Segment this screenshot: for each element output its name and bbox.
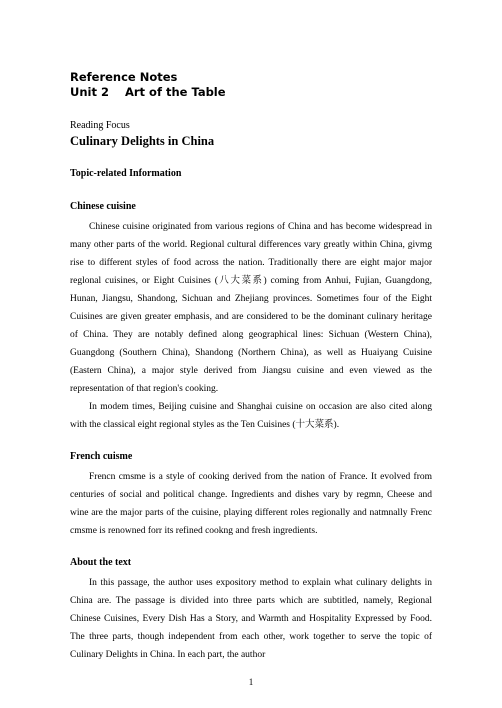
reading-focus-title: Culinary Delights in China: [70, 134, 215, 148]
paragraph: In this passage, the author uses expository method to explain what culinary delights in China are. The passage is divided into three parts which are subtitled, namely, Regional Chinese Cuisines, Every Dish Has a Story, and Warmth and Hospitality Expressed by Food. The three parts, though independent from each other, work together to serve the topic of Culinary Delights in China. In each part, the author: [70, 578, 432, 660]
page-content: [70, 70, 432, 664]
page-number: 1: [248, 677, 254, 687]
paragraph: In modem times, Beijing cuisine and Shanghai cuisine on occasion are also cited along with the classical eight regional styles as the Ten Cuisines (十大菜系).: [70, 402, 432, 430]
unit-title: Unit 2 Art of the Table: [70, 85, 226, 99]
section-about-text: [70, 556, 432, 664]
section-chinese-cuisine: [70, 200, 432, 434]
section-heading: About the text: [70, 557, 132, 568]
topic-heading: Topic-related Information: [70, 168, 182, 179]
paragraph: Frencn cmsme is a style of cooking derived from the nation of France. It evolved from centuries of social and political change. Ingredients and dishes vary by regmn, Cheese and wine are the major parts of the cuisine, playing different roles regionally and natmnally Frenc cmsme is renowned forr its refined cookng and fresh ingredients.: [70, 472, 432, 536]
section-heading: Chinese cuisine: [70, 201, 136, 212]
paragraph: Chinese cuisine originated from various regions of China and has become widespread in many other parts of the world. Regional cultural differences vary greatly within China, givmg rise to different styles of food across the nation. Traditionally there are eight major major reglonal cuisines, or Eight Cuisines (八大菜系) coming from Anhui, Fujian, Guangdong, Hunan, Jiangsu, Shandong, Sichuan and Zhejiang provinces. Sometimes four of the Eight Cuisines are given greater emphasis, and are considered to be the dominant culinary heritage of China. They are notably defined along geographical lines: Sichuan (Western China), Guangdong (Southern China), Shandong (Northern China), as well as Huaiyang Cuisine (Eastern China), a major style derived from Jiangsu cuisine and even viewed as the representation of that region's cooking.: [70, 222, 432, 394]
section-heading: French cuisme: [70, 451, 133, 462]
reading-focus-label: Reading Focus: [70, 120, 130, 131]
notes-title: Reference Notes: [70, 70, 178, 84]
section-french-cuisine: [70, 450, 432, 540]
